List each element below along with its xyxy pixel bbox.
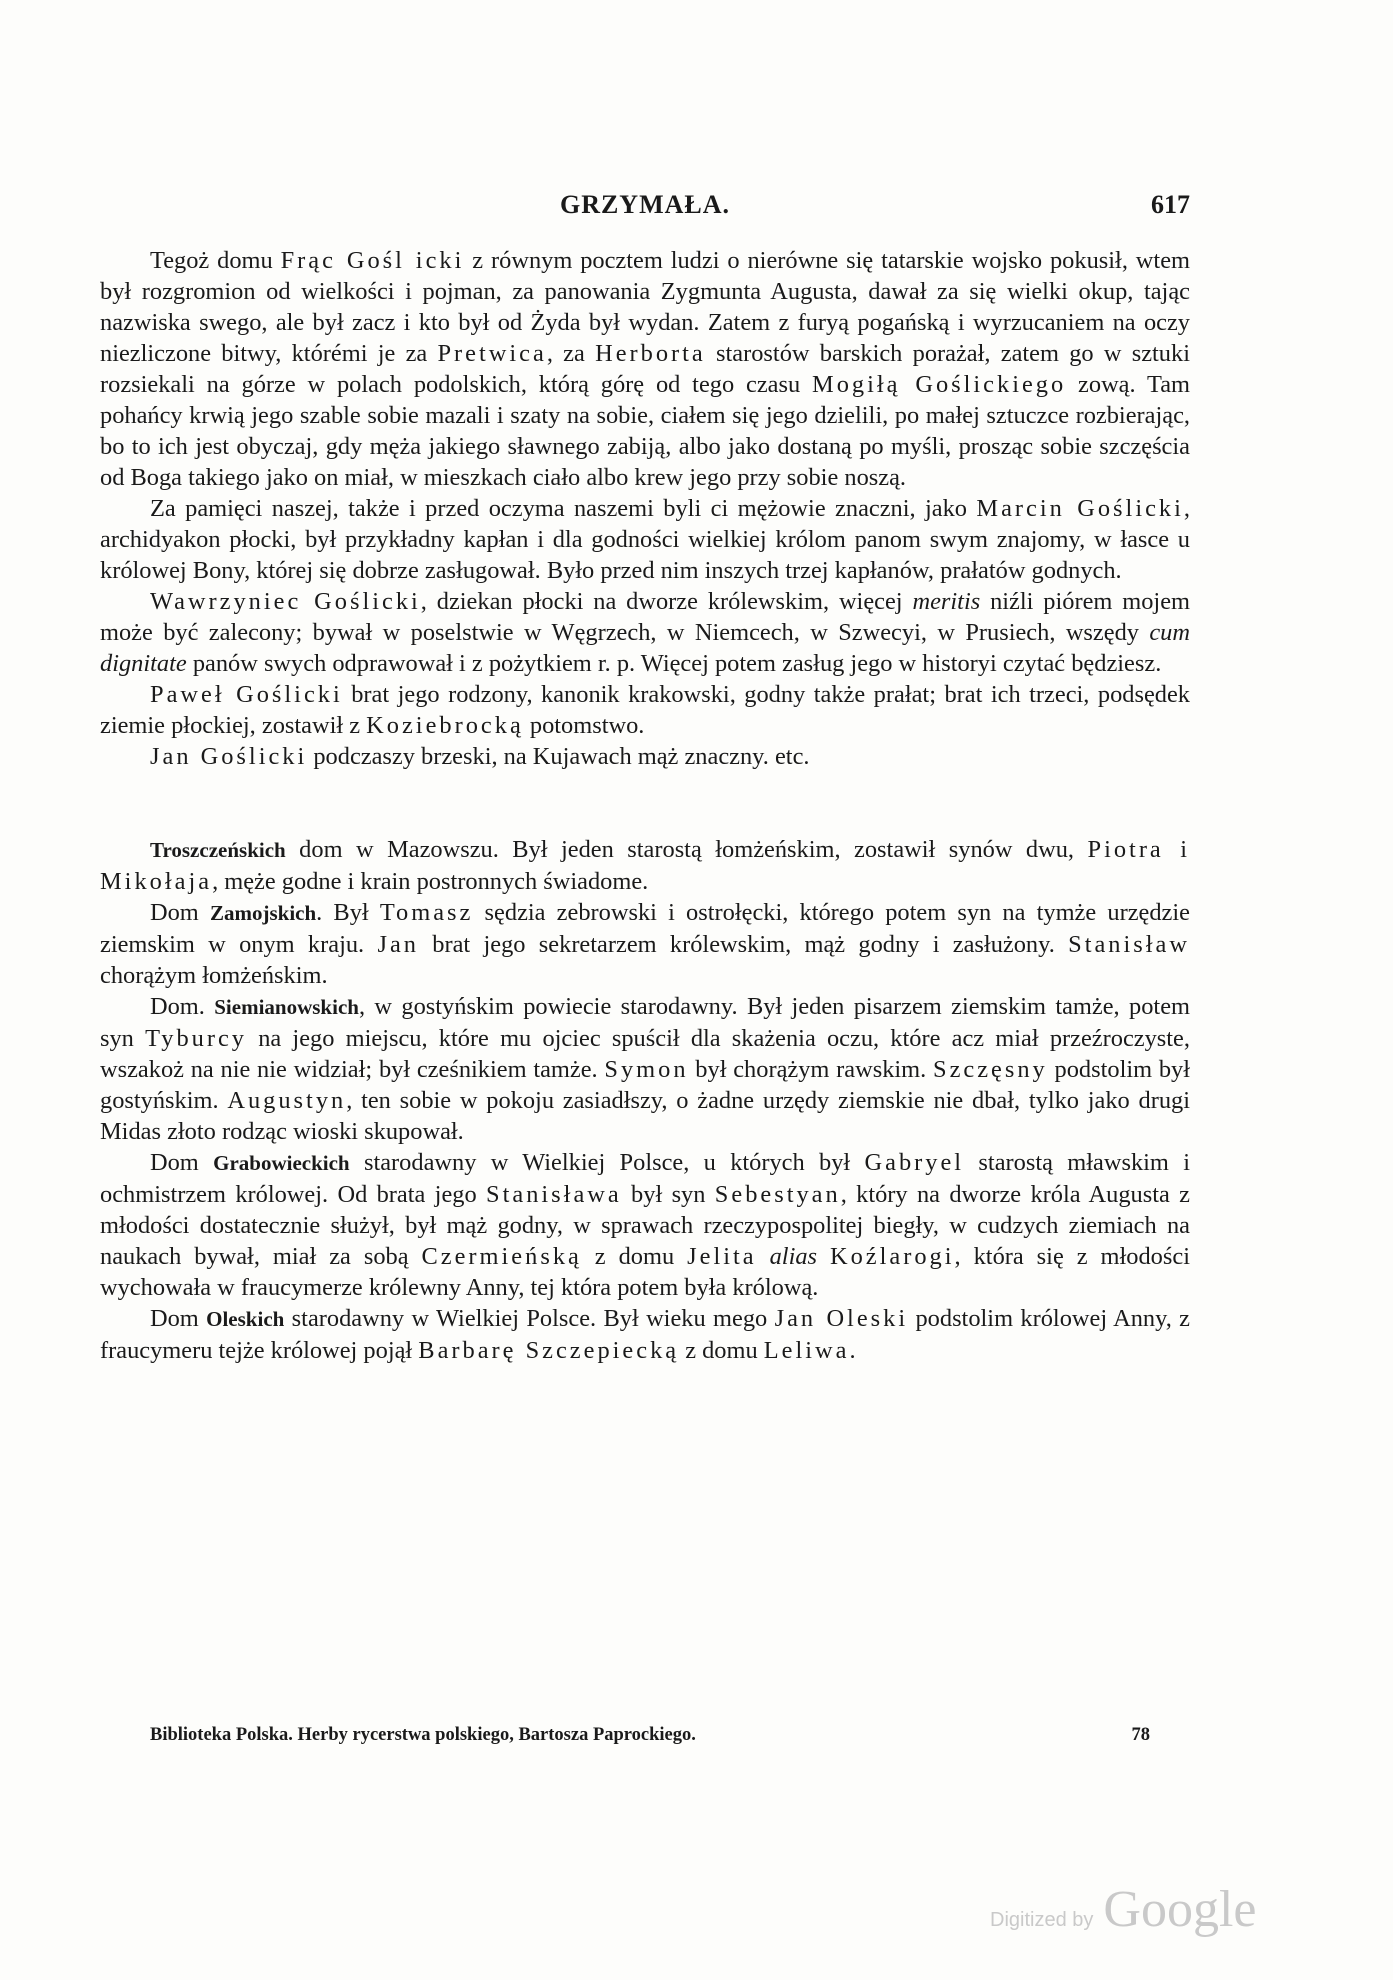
text-run: niźli piórem mojem może być zalecony; bywał w poselstwie w Węgrzech, w Niemcech, w Szwecyi, w Prusiech, wszędy xyxy=(100,588,1190,646)
text-run: , męże godne i krain postronnych świadome. xyxy=(212,868,649,895)
running-head xyxy=(100,190,1190,230)
text-run: podczaszy brzeski, na Kujawach mąż znaczny. etc. xyxy=(307,743,810,770)
person-name: Tyburcy xyxy=(145,1025,248,1052)
text-run: był chorążym rawskim. xyxy=(688,1056,933,1083)
text-run: podstolim królowej Anny, z fraucymeru tejże królowej pojął xyxy=(100,1305,1191,1364)
body-text xyxy=(100,245,1190,1366)
person-name: Wawrzyniec Goślicki xyxy=(150,588,421,615)
text-run: był syn xyxy=(621,1181,715,1208)
paragraph xyxy=(100,679,1190,741)
person-name: Jan xyxy=(377,931,419,958)
paragraph xyxy=(100,493,1190,586)
paragraph xyxy=(100,897,1190,991)
person-name: Marcin Goślicki xyxy=(976,495,1184,522)
paragraph xyxy=(100,741,1190,772)
text-run: brat jego sekretarzem królewskim, mąż godny i zasłużony. xyxy=(418,931,1069,958)
text-run: Dom xyxy=(150,1149,214,1176)
text-run: podstolim był gostyńskim. xyxy=(100,1056,1191,1114)
person-name: Barbarę Szczepiecką xyxy=(418,1337,680,1364)
family-name: Troszczeńskich xyxy=(150,838,286,862)
paragraph xyxy=(100,991,1190,1147)
footer-title: Biblioteka Polska. Herby rycerstwa polskiego, Bartosza Paprockiego. xyxy=(150,1725,696,1745)
text-run: , archidyakon płocki, był przykładny kapłan i dla godności wielkiej królom panom swym znajomy, w łasce u królowej Bony, której się dobrze zasługował. Było przed nim inszych trzej kapłanów, prałatów godnych. xyxy=(100,495,1190,584)
person-name: Gabryel xyxy=(864,1149,965,1176)
text-run: na jego miejscu, które mu ojciec spuścił dla skażenia oczu, które acz miał przeźroczyste, wszakoż na nie nie widział; był cześnikiem tamże. xyxy=(100,1025,1190,1083)
person-name: Leliwa xyxy=(763,1337,850,1364)
text-run: z równym pocztem ludzi o nierówne się tatarskie wojsko pokusił, wtem był rozgromion od wielkości i pojman, za panowania Zygmunta Augusta, dawał za się wielki okup, tając nazwiska swego, ale był zacz i kto był od Żyda był wydan. Zatem z furyą pogańską i wyrzucaniem na oczy niezliczone bitwy, którémi je za xyxy=(100,247,1190,367)
text-run: chorążym łomżeńskim. xyxy=(100,962,328,989)
person-name: Sebestyan xyxy=(714,1181,841,1208)
text-run: , dziekan płocki na dworze królewskim, więcej xyxy=(420,588,913,615)
text-run: dom w Mazowszu. Był jeden starostą łomżeńskim, zostawił synów dwu, xyxy=(285,836,1088,863)
person-name: Jan Goślicki xyxy=(150,743,308,770)
footer xyxy=(150,1725,1150,1746)
text-run: , która się z młodości wychowała w fraucymerze królewny Anny, tej która potem była królową. xyxy=(100,1243,1190,1301)
person-name: Czermieńską xyxy=(421,1243,582,1270)
person-name: Stanisław xyxy=(1068,931,1190,958)
family-name: Siemianowskich xyxy=(214,995,359,1019)
text-run: panów swych odprawował i z pożytkiem r. p. Więcej potem zasług jego w historyi czytać będziesz. xyxy=(186,650,1162,677)
text-run: starostą mławskim i ochmistrzem królowej. Od brata jego xyxy=(100,1149,1190,1208)
text-run: z domu xyxy=(581,1243,688,1270)
person-name: Tomasz xyxy=(379,899,474,926)
text-run: starostów barskich porażał, zatem go w sztuki rozsiekali na górze w polach podolskich, którą górę od tego czasu xyxy=(100,340,1190,398)
person-name: Symon xyxy=(604,1056,689,1083)
text-run xyxy=(757,1243,770,1270)
paragraph xyxy=(100,1147,1190,1303)
latin-phrase: meritis xyxy=(912,588,981,615)
text-run: , w gostyńskim powiecie starodawny. Był jeden pisarzem ziemskim tamże, potem syn xyxy=(100,993,1190,1052)
text-run: starodawny w Wielkiej Polsce. Był wieku mego xyxy=(284,1305,775,1332)
page-number: 617 xyxy=(1151,190,1190,219)
text-run: , ten sobie w pokoju zasiadłszy, o żadne urzędy ziemskie nie dbał, tylko jako drugi Midas złoto rodząc wioski skupował. xyxy=(100,1087,1190,1145)
family-name: Oleskich xyxy=(206,1307,285,1331)
page-title: GRZYMAŁA. xyxy=(559,190,731,219)
text-run: starodawny w Wielkiej Polsce, u których był xyxy=(349,1149,865,1176)
person-name: Piotra i Mikołaja xyxy=(100,836,1190,895)
person-name: Koźlarogi xyxy=(830,1243,955,1270)
person-name: Augustyn xyxy=(227,1087,347,1114)
text-run: . Był xyxy=(316,899,380,926)
text-run: brat jego rodzony, kanonik krakowski, godny także prałat; brat ich trzeci, podsędek ziemie płockiej, zostawił z xyxy=(100,681,1191,739)
text-run: Dom xyxy=(150,1305,207,1332)
google-logo: Google xyxy=(1103,1881,1257,1938)
person-name: Mogiłą Goślickiego xyxy=(812,371,1067,398)
text-run: z domu xyxy=(679,1337,764,1364)
paragraph xyxy=(100,1303,1190,1366)
person-name: Szczęsny xyxy=(933,1056,1048,1083)
watermark xyxy=(990,1880,1256,1939)
paragraph xyxy=(100,245,1190,493)
person-name: Frąc Gośl icki xyxy=(280,247,465,274)
person-name: Herborta xyxy=(595,340,706,367)
text-run: potomstwo. xyxy=(523,712,645,739)
text-run: Dom xyxy=(150,899,210,926)
person-name: Paweł Goślicki xyxy=(150,681,343,708)
text-run: Dom. xyxy=(150,993,215,1020)
text-run: sędzia zebrowski i ostrołęcki, którego potem syn na tymże urzędzie ziemskim w onym kraju. xyxy=(100,899,1190,958)
latin-phrase: cum dignitate xyxy=(100,619,1190,677)
text-run: Tegoż domu xyxy=(150,247,281,274)
person-name: Koziebrocką xyxy=(366,712,524,739)
paragraph xyxy=(100,834,1190,897)
text-run xyxy=(817,1243,830,1270)
text-run: . xyxy=(849,1337,856,1364)
person-name: Jan Oleski xyxy=(774,1305,909,1332)
signature-mark: 78 xyxy=(1131,1725,1150,1745)
person-name: Pretwica xyxy=(437,340,547,367)
watermark-prefix: Digitized by xyxy=(990,1909,1094,1931)
paragraph xyxy=(100,586,1190,679)
text-run: , który na dworze króla Augusta z młodości dostatecznie służył, był mąż godny, w sprawach rzeczypospolitej biegły, w cudzych ziemiach na naukach bywał, miał za sobą xyxy=(100,1181,1191,1270)
person-name: Stanisława xyxy=(486,1181,622,1208)
person-name: Jelita xyxy=(687,1243,757,1270)
text-run: zową. Tam pohańcy krwią jego szable sobie mazali i szaty na sobie, ciałem się jego dzielili, po małej sztuczce rozbierając, bo to ich jest obyczaj, gdy męża jakiego sławnego zabiją, albo jako dostaną po myśli, prosząc sobie szczęścia od Boga takiego jako on miał, w mieszkach ciało albo krew jego przy sobie noszą. xyxy=(100,371,1190,491)
text-run: Za pamięci naszej, także i przed oczyma naszemi byli ci mężowie znaczni, jako xyxy=(150,495,977,522)
family-name: Zamojskich xyxy=(209,901,317,925)
latin-phrase: alias xyxy=(769,1243,818,1270)
family-name: Grabowieckich xyxy=(213,1151,350,1175)
text-run: , za xyxy=(546,340,596,367)
